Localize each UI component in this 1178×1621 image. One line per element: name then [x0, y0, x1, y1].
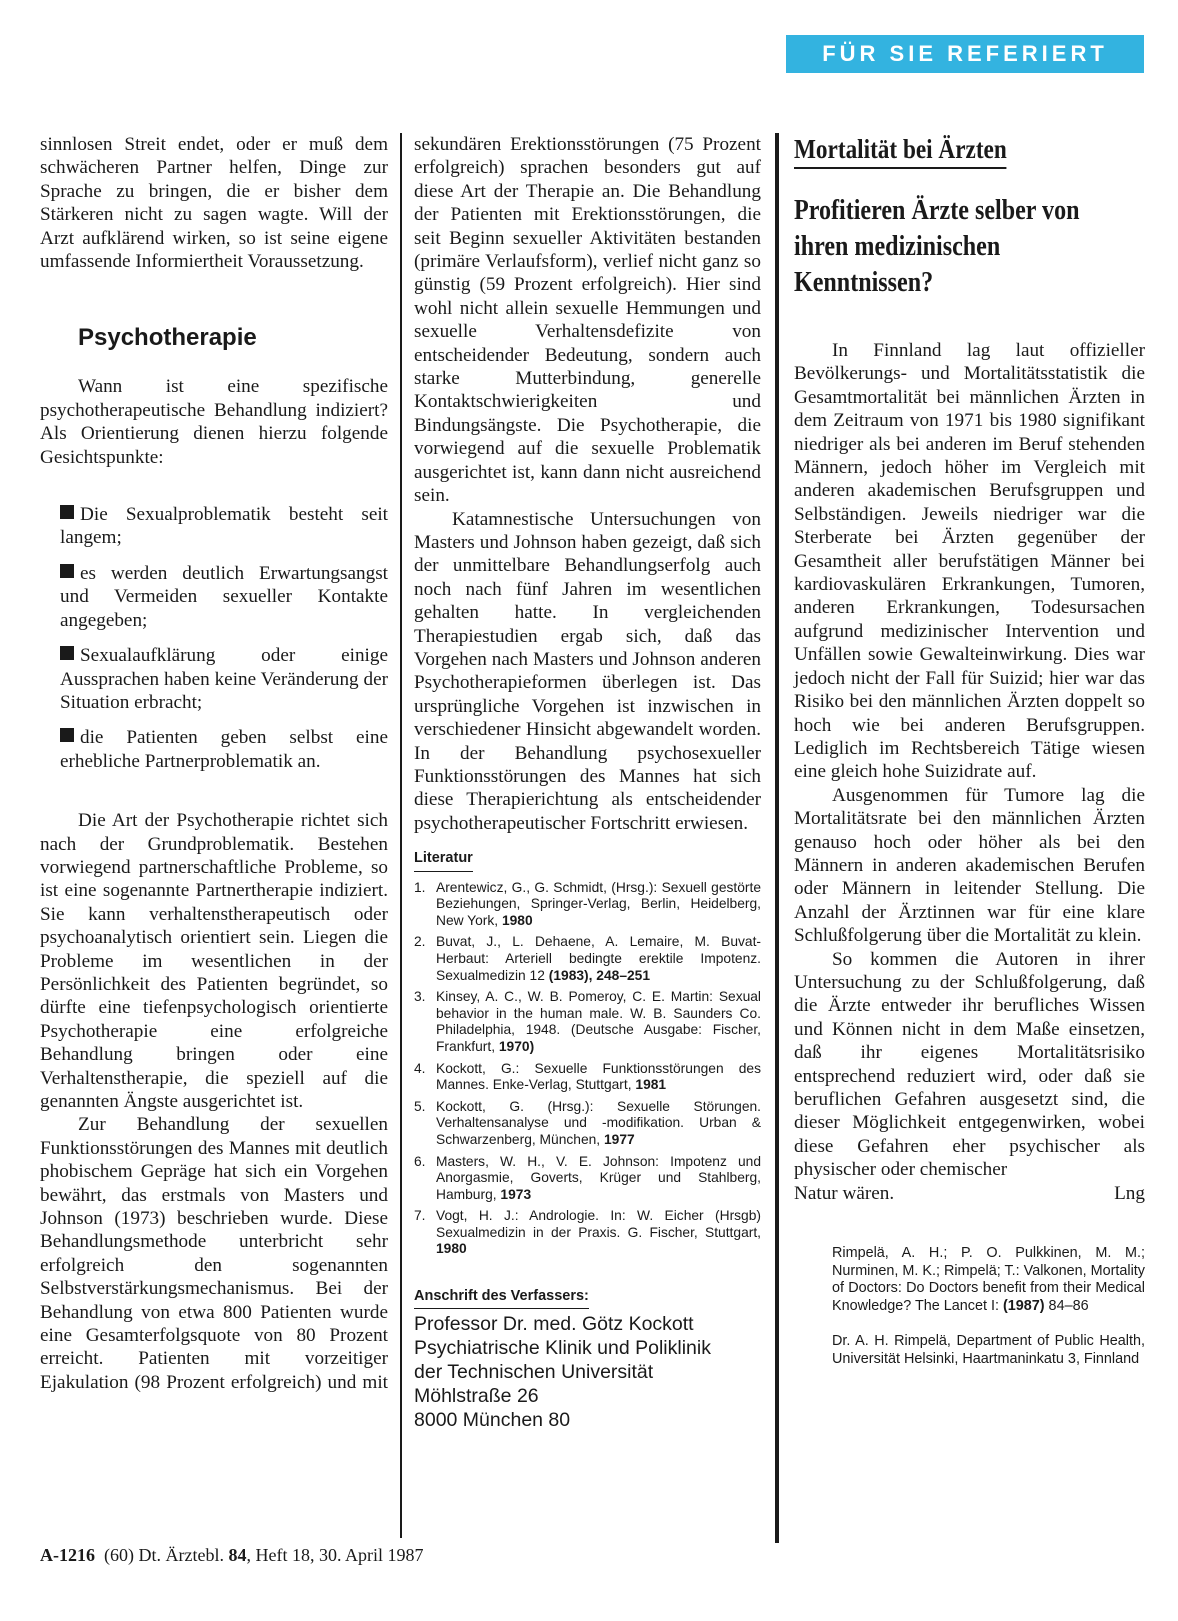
column-divider-left	[400, 133, 402, 1538]
list-item: 4. Kockott, G.: Sexuelle Funktionsstörungen des Mannes. Enke-Verlag, Stuttgart, 1981	[414, 1060, 761, 1093]
list-item: 7. Vogt, H. J.: Andrologie. In: W. Eicher (Hrsgb) Sexualmedizin in der Praxis. G. Fischer, Stuttgart, 1980	[414, 1208, 761, 1257]
literature-list	[414, 880, 761, 1258]
square-bullet-icon	[60, 728, 74, 742]
paragraph: Die Art der Psychotherapie richtet sich nach der Grundproblematik. Bestehen vorwiegend partnerschaftliche Probleme, so ist eine sogenannte Partnertherapie indiziert. Sie kann verhaltenstherapeutisch oder psychoanalytisch orientiert sein. Liegen die Probleme im wesentlichen in der Persönlichkeit des Patienten begründet, so dürfte eine tiefenpsychologisch orientierte Psychotherapie eine erfolgreiche Behandlung bringen oder eine Verhaltenstherapie, die speziell auf die genannten Ängste ausgerichtet ist.	[40, 810, 388, 1112]
paragraph: So kommen die Autoren in ihrer Untersuchung zu der Schlußfolgerung, daß die Ärzte entweder ihr berufliches Wissen und Können nicht in dem Maße einsetzen, daß ihr eigenes Mortalitätsrisiko entsprechend reduziert wird, oder daß sie beruflichen Gefahren ausgesetzt sind, die dieser Möglichkeit entgegenwirken, wobei diese Gefahren eher psychischer als physischer oder chemischer	[794, 948, 1145, 1181]
paragraph: sekundären Erektionsstörungen (75 Prozent erfolgreich) sprachen besonders gut auf diese Art der Therapie an. Die Behandlung der Patienten mit Erektionsstörungen, die seit Beginn sexueller Aktivitäten bestanden (primäre Verlaufsform), verlief nicht ganz so günstig (59 Prozent erfolgreich). Hier sind wohl nicht allein sexuelle Hemmungen und sexuelle Verhaltensdefizite von entscheidender Bedeutung, sondern auch starke Mutterbindung, generelle Kontaktschwierigkeiten und Bindungsängste. Die Psychotherapie, die vorwiegend auf die sexuelle Problematik ausgerichtet ist, kann dann nicht ausreichend sein.	[414, 134, 761, 507]
column-divider-right	[775, 133, 779, 1543]
paragraph: In Finnland lag laut offizieller Bevölkerungs- und Mortalitätsstatistik die Gesamtmortalität bei männlichen Ärzten in dem Zeitraum von 1971 bis 1980 signifikant niedriger als bei anderen im Beruf stehenden Männern, jedoch höher im Vergleich mit anderen akademischen Berufsgruppen und Selbständigen. Jeweils niedriger war die Sterberate bei Ärzten gegenüber der Gesamtheit aller berufstätigen Männer bei kardiovaskulären Erkrankungen, Tumoren, anderen Erkrankungen, Todesursachen aufgrund medizinischer Intervention und Unfällen sowie Gewalteinwirkung. Dies war jedoch nicht der Fall für Suizid; hier war das Risiko bei den männlichen Ärzten doppelt so hoch wie bei anderen Berufsgruppen. Lediglich im Rechtsbereich Tätige wiesen eine gleich hohe Suizidrate auf.	[794, 340, 1145, 783]
column-3	[794, 133, 1145, 1369]
address-heading: Anschrift des Verfassers:	[414, 1285, 589, 1309]
list-item: 1. Arentewicz, G., G. Schmidt, (Hrsg.): Sexuell gestörte Beziehungen, Springer-Verlag, Berlin, Heidelberg, New York, 1980	[414, 879, 761, 928]
bullet-list	[60, 503, 388, 773]
column-2	[414, 133, 761, 1432]
reference-address: Dr. A. H. Rimpelä, Department of Public Health, Universität Helsinki, Haartmaninkatu 3, Finnland	[832, 1333, 1145, 1367]
square-bullet-icon	[60, 646, 74, 660]
author-signature: Lng	[1114, 1182, 1145, 1204]
list-item: 3. Kinsey, A. C., W. B. Pomeroy, C. E. Martin: Sexual behavior in the human male. W. B. Saunders Co. Philadelphia, 1948. (Deutsche Ausgabe: Fischer, Frankfurt, 1970)	[414, 989, 761, 1054]
square-bullet-icon	[60, 505, 74, 519]
article-headline: Profitieren Ärzte selber von ihren medizinischen Kenntnissen?	[794, 195, 1080, 298]
page-footer: A-1216 (60) Dt. Ärztebl. 84, Heft 18, 30. April 1987	[40, 1545, 424, 1565]
paragraph: Katamnestische Untersuchungen von Masters und Johnson haben gezeigt, daß sich der unmittelbare Behandlungserfolg auch noch nach fünf Jahren im wesentlichen gehalten hatte. In vergleichenden Therapiestudien ergab sich, daß das Vorgehen nach Masters und Johnson anderen Psychotherapieformen überlegen ist. Das ursprüngliche Vorgehen ist inzwischen in verschiedener Hinsicht abgewandelt worden. In der Behandlung psychosexueller Funktionsstörungen des Mannes hat sich diese Therapierichtung als entscheidender psychotherapeutischer Fortschritt erwiesen.	[414, 508, 761, 834]
paragraph: Zur Behandlung der sexuellen Funktionsstörungen des Mannes mit deutlich phobischem Gepräge hat sich ein Vorgehen bewährt, das erstmals von Masters und Johnson (1973) beschrieben wurde. Diese Behandlungsmethode unterbricht sehr erfolgreich den sogenannten Selbstverstärkungsmechanismus. Bei der Behandlung von etwa 800 Patienten wurde eine Gesamterfolgsquote von 80 Prozent erreicht. Patienten mit vorzeitiger Ejakulation (98 Prozent erfolgreich) und mit	[40, 1114, 388, 1393]
section-heading: Psychotherapie	[78, 324, 257, 352]
article-kicker: Mortalität bei Ärzten	[794, 133, 1007, 169]
list-item: 5. Kockott, G. (Hrsg.): Sexuelle Störungen. Verhaltensanalyse und -modifikation. Urban & Schwarzenberg, München, 1977	[414, 1098, 761, 1147]
list-item: Die Sexualproblematik besteht seit langem;	[60, 504, 388, 549]
paragraph: Ausgenommen für Tumore lag die Mortalitätsrate bei den männlichen Ärzten genauso hoch oder höher als bei den Männern in anderen akademischen Berufen oder Männern in leitender Stellung. Die Anzahl der Ärztinnen war für eine klare Schlußfolgerung über die Mortalität zu klein.	[794, 784, 1145, 947]
list-item: die Patienten geben selbst eine erhebliche Partnerproblematik an.	[60, 727, 388, 772]
list-item: es werden deutlich Erwartungsangst und Vermeiden sexueller Kontakte angegeben;	[60, 562, 388, 631]
section-badge: FÜR SIE REFERIERT	[786, 35, 1144, 73]
paragraph: sinnlosen Streit endet, oder er muß dem schwächeren Partner helfen, Dinge zur Sprache zu bringen, die er bisher dem Stärkeren nicht zu sagen wagte. Will der Arzt aufklärend wirken, so ist seine eigene umfassende Informiertheit Voraussetzung.	[40, 134, 388, 273]
paragraph: Wann ist eine spezifische psychotherapeutische Behandlung indiziert? Als Orientierung dienen hierzu folgende Gesichtspunkte:	[40, 376, 388, 468]
column-1	[40, 133, 388, 1394]
list-item: 6. Masters, W. H., V. E. Johnson: Impotenz und Anorgasmie, Goverts, Krüger und Stahlberg, Hamburg, 1973	[414, 1153, 761, 1202]
closing-line: Natur wären. Lng	[794, 1182, 1145, 1204]
reference: Rimpelä, A. H.; P. O. Pulkkinen, M. M.; Nurminen, M. K.; Rimpelä; T.: Valkonen, Mortality of Doctors: Do Doctors benefit from their Medical Knowledge? The Lancet I: (1987) 84–86	[832, 1245, 1145, 1314]
literature-heading: Literatur	[414, 847, 473, 871]
square-bullet-icon	[60, 564, 74, 578]
page-number: A-1216	[40, 1545, 95, 1565]
author-address: Professor Dr. med. Götz Kockott Psychiatrische Klinik und Poliklinik der Technischen Universität Möhlstraße 26 8000 München 80	[414, 1313, 711, 1431]
list-item: Sexualaufklärung oder einige Aussprachen haben keine Veränderung der Situation erbracht;	[60, 645, 388, 713]
list-item: 2. Buvat, J., L. Dehaene, A. Lemaire, M. Buvat-Herbaut: Arteriell bedingte erektile Impotenz. Sexualmedizin 12 (1983), 248–251	[414, 934, 761, 983]
